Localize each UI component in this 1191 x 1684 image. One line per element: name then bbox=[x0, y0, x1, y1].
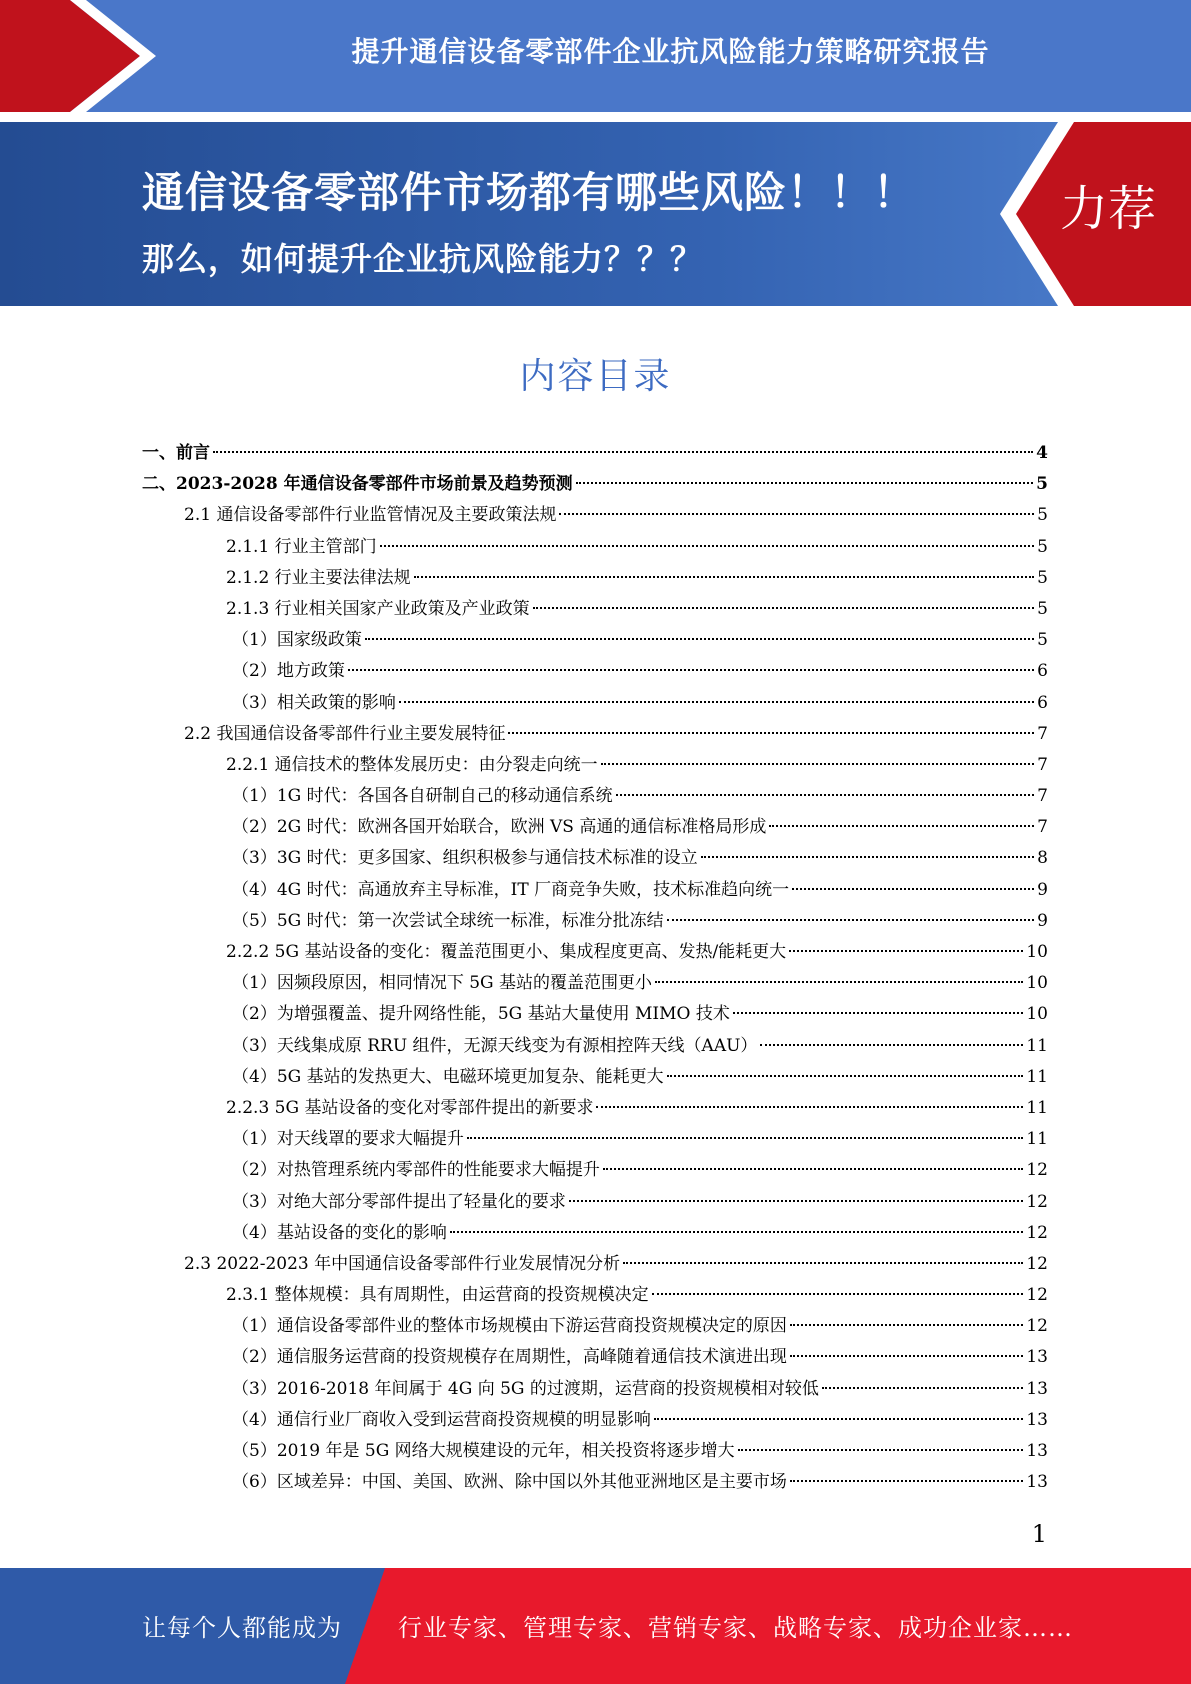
toc-entry-page: 9 bbox=[1037, 879, 1048, 900]
toc-entry[interactable] bbox=[142, 1342, 1048, 1373]
toc-entry[interactable] bbox=[142, 1436, 1048, 1467]
toc-entry[interactable] bbox=[142, 906, 1048, 937]
toc-entry[interactable] bbox=[142, 563, 1048, 594]
toc-entry-page: 12 bbox=[1026, 1160, 1048, 1181]
toc-entry-page: 7 bbox=[1037, 786, 1048, 807]
footer-banner bbox=[0, 1568, 1191, 1684]
toc-entry-title: （3）天线集成原 RRU 组件，无源天线变为有源相控阵天线（AAU） bbox=[232, 1035, 758, 1056]
toc-entry-title: （3）3G 时代：更多国家、组织积极参与通信技术标准的设立 bbox=[232, 848, 698, 869]
toc-leader-dots bbox=[399, 701, 1034, 703]
toc-entry[interactable] bbox=[142, 1311, 1048, 1342]
toc-entry-title: （3）对绝大部分零部件提出了轻量化的要求 bbox=[232, 1191, 566, 1212]
toc-entry-page: 7 bbox=[1037, 723, 1048, 744]
toc-entry-title: 2.1 通信设备零部件行业监管情况及主要政策法规 bbox=[184, 505, 557, 526]
toc-leader-dots bbox=[559, 513, 1034, 515]
toc-entry-title: 二、2023-2028 年通信设备零部件市场前景及趋势预测 bbox=[142, 474, 573, 495]
toc-entry[interactable] bbox=[142, 1280, 1048, 1311]
toc-entry-page: 5 bbox=[1036, 474, 1048, 495]
toc-entry-page: 11 bbox=[1026, 1066, 1048, 1087]
toc-entry-page: 12 bbox=[1026, 1191, 1048, 1212]
toc-leader-dots bbox=[467, 1137, 1024, 1139]
toc-entry[interactable] bbox=[142, 656, 1048, 687]
report-title: 提升通信设备零部件企业抗风险能力策略研究报告 bbox=[351, 35, 990, 68]
toc-entry-title: （1）1G 时代：各国各自研制自己的移动通信系统 bbox=[232, 786, 613, 807]
toc-leader-dots bbox=[667, 1075, 1024, 1077]
toc-entry-page: 7 bbox=[1037, 817, 1048, 838]
toc-leader-dots bbox=[655, 981, 1023, 983]
table-of-contents bbox=[142, 438, 1048, 1498]
toc-entry[interactable] bbox=[142, 469, 1048, 500]
toc-entry-title: 2.1.3 行业相关国家产业政策及产业政策 bbox=[226, 598, 530, 619]
toc-entry-page: 8 bbox=[1037, 848, 1048, 869]
toc-entry-title: （2）地方政策 bbox=[232, 661, 345, 682]
toc-leader-dots bbox=[623, 1262, 1023, 1264]
toc-entry[interactable] bbox=[142, 1405, 1048, 1436]
toc-entry[interactable] bbox=[142, 999, 1048, 1030]
toc-entry[interactable] bbox=[142, 1031, 1048, 1062]
toc-entry[interactable] bbox=[142, 1062, 1048, 1093]
toc-entry[interactable] bbox=[142, 1093, 1048, 1124]
toc-entry[interactable] bbox=[142, 1218, 1048, 1249]
toc-leader-dots bbox=[790, 1324, 1024, 1326]
toc-entry-page: 10 bbox=[1026, 1004, 1048, 1025]
toc-entry[interactable] bbox=[142, 937, 1048, 968]
toc-entry-page: 13 bbox=[1026, 1472, 1048, 1493]
toc-entry-page: 5 bbox=[1037, 598, 1048, 619]
toc-entry-page: 12 bbox=[1026, 1285, 1048, 1306]
toc-entry-title: （4）基站设备的变化的影响 bbox=[232, 1222, 447, 1243]
toc-entry[interactable] bbox=[142, 719, 1048, 750]
toc-entry-title: （6）区域差异：中国、美国、欧洲、除中国以外其他亚洲地区是主要市场 bbox=[232, 1472, 787, 1493]
toc-leader-dots bbox=[790, 1480, 1024, 1482]
toc-leader-dots bbox=[616, 794, 1035, 796]
toc-entry-page: 6 bbox=[1037, 661, 1048, 682]
toc-leader-dots bbox=[576, 482, 1034, 484]
toc-entry[interactable] bbox=[142, 438, 1048, 469]
toc-entry-title: （2）为增强覆盖、提升网络性能，5G 基站大量使用 MIMO 技术 bbox=[232, 1004, 730, 1025]
toc-leader-dots bbox=[414, 576, 1035, 578]
toc-entry[interactable] bbox=[142, 1249, 1048, 1280]
toc-entry-title: 2.1.1 行业主管部门 bbox=[226, 536, 377, 557]
toc-entry-page: 5 bbox=[1037, 505, 1048, 526]
page-number: 1 bbox=[1031, 1520, 1047, 1548]
footer-slogan-left: 让每个人都能成为 bbox=[142, 1614, 342, 1642]
toc-entry-title: （4）通信行业厂商收入受到运营商投资规模的明显影响 bbox=[232, 1409, 651, 1430]
toc-leader-dots bbox=[569, 1200, 1024, 1202]
toc-leader-dots bbox=[769, 825, 1034, 827]
toc-leader-dots bbox=[213, 451, 1033, 453]
toc-leader-dots bbox=[733, 1012, 1023, 1014]
toc-entry-title: （1）因频段原因，相同情况下 5G 基站的覆盖范围更小 bbox=[232, 973, 653, 994]
toc-entry-page: 13 bbox=[1026, 1378, 1048, 1399]
toc-entry-page: 12 bbox=[1026, 1222, 1048, 1243]
toc-leader-dots bbox=[450, 1231, 1024, 1233]
toc-leader-dots bbox=[508, 732, 1034, 734]
red-arrow-shape bbox=[0, 0, 160, 112]
toc-entry[interactable] bbox=[142, 750, 1048, 781]
toc-entry-page: 13 bbox=[1026, 1441, 1048, 1461]
toc-leader-dots bbox=[533, 607, 1035, 609]
toc-leader-dots bbox=[701, 856, 1035, 858]
toc-entry-page: 11 bbox=[1026, 1035, 1048, 1056]
recommend-badge: 力荐 bbox=[1060, 181, 1157, 237]
toc-entry[interactable] bbox=[142, 1155, 1048, 1186]
top-header bbox=[0, 0, 1191, 112]
toc-leader-dots bbox=[652, 1293, 1024, 1295]
toc-leader-dots bbox=[380, 545, 1035, 547]
banner-subline: 那么，如何提升企业抗风险能力？？？ bbox=[142, 240, 704, 278]
toc-entry[interactable] bbox=[142, 594, 1048, 625]
toc-entry-title: 2.3 2022-2023 年中国通信设备零部件行业发展情况分析 bbox=[184, 1253, 621, 1274]
toc-entry-title: 2.2.3 5G 基站设备的变化对零部件提出的新要求 bbox=[226, 1097, 594, 1118]
toc-leader-dots bbox=[822, 1387, 1023, 1389]
toc-entry-title: （4）4G 时代：高通放弃主导标准，IT 厂商竞争失败，技术标准趋向统一 bbox=[232, 879, 790, 900]
toc-leader-dots bbox=[667, 919, 1035, 921]
toc-leader-dots bbox=[654, 1418, 1024, 1420]
toc-entry-title: 一、前言 bbox=[142, 443, 210, 463]
toc-entry[interactable] bbox=[142, 532, 1048, 563]
toc-leader-dots bbox=[789, 950, 1023, 952]
toc-leader-dots bbox=[603, 1168, 1024, 1170]
toc-entry-page: 12 bbox=[1026, 1253, 1048, 1274]
toc-entry-page: 10 bbox=[1026, 973, 1048, 994]
toc-entry-title: （1）通信设备零部件业的整体市场规模由下游运营商投资规模决定的原因 bbox=[232, 1316, 787, 1337]
toc-entry-page: 9 bbox=[1037, 910, 1048, 931]
toc-entry-title: （5）5G 时代：第一次尝试全球统一标准，标准分批冻结 bbox=[232, 910, 664, 931]
toc-entry-title: （5）2019 年是 5G 网络大规模建设的元年，相关投资将逐步增大 bbox=[232, 1441, 735, 1461]
toc-entry[interactable] bbox=[142, 500, 1048, 531]
footer-slogan-right: 行业专家、管理专家、营销专家、战略专家、成功企业家…… bbox=[398, 1614, 1073, 1642]
toc-entry-page: 5 bbox=[1037, 630, 1048, 651]
toc-entry-page: 11 bbox=[1026, 1129, 1048, 1150]
toc-entry[interactable] bbox=[142, 1187, 1048, 1218]
toc-entry-title: （2）2G 时代：欧洲各国开始联合，欧洲 VS 高通的通信标准格局形成 bbox=[232, 817, 767, 838]
toc-leader-dots bbox=[792, 888, 1034, 890]
toc-entry[interactable] bbox=[142, 812, 1048, 843]
toc-entry-page: 11 bbox=[1026, 1097, 1048, 1118]
toc-entry-page: 6 bbox=[1037, 692, 1048, 713]
toc-entry[interactable] bbox=[142, 875, 1048, 906]
promo-banner bbox=[0, 122, 1191, 306]
toc-entry[interactable] bbox=[142, 1124, 1048, 1155]
toc-entry[interactable] bbox=[142, 1467, 1048, 1498]
toc-leader-dots bbox=[738, 1449, 1024, 1451]
toc-entry-page: 5 bbox=[1037, 536, 1048, 557]
banner-headline: 通信设备零部件市场都有哪些风险！！！ bbox=[142, 168, 917, 217]
toc-entry[interactable] bbox=[142, 968, 1048, 999]
toc-entry-page: 4 bbox=[1036, 443, 1048, 463]
toc-entry-page: 13 bbox=[1026, 1409, 1048, 1430]
toc-entry[interactable] bbox=[142, 843, 1048, 874]
toc-entry-title: 2.3.1 整体规模：具有周期性，由运营商的投资规模决定 bbox=[226, 1285, 649, 1306]
toc-entry-title: （2）通信服务运营商的投资规模存在周期性，高峰随着通信技术演进出现 bbox=[232, 1347, 787, 1368]
toc-entry-title: （1）国家级政策 bbox=[232, 630, 362, 651]
toc-entry-title: （2）对热管理系统内零部件的性能要求大幅提升 bbox=[232, 1160, 600, 1181]
toc-entry-title: 2.2.1 通信技术的整体发展历史：由分裂走向统一 bbox=[226, 754, 598, 775]
toc-entry[interactable] bbox=[142, 625, 1048, 656]
toc-entry-page: 7 bbox=[1037, 754, 1048, 775]
toc-entry-title: 2.1.2 行业主要法律法规 bbox=[226, 567, 411, 588]
toc-entry-title: （1）对天线罩的要求大幅提升 bbox=[232, 1129, 464, 1150]
toc-entry-title: （3）相关政策的影响 bbox=[232, 692, 396, 713]
toc-entry[interactable] bbox=[142, 1374, 1048, 1405]
toc-entry-title: （3）2016-2018 年间属于 4G 向 5G 的过渡期，运营商的投资规模相对较低 bbox=[232, 1378, 819, 1399]
toc-entry-title: 2.2 我国通信设备零部件行业主要发展特征 bbox=[184, 723, 506, 744]
toc-heading: 内容目录 bbox=[519, 356, 672, 397]
toc-leader-dots bbox=[365, 638, 1034, 640]
toc-entry-page: 10 bbox=[1026, 942, 1048, 962]
toc-entry-page: 13 bbox=[1026, 1347, 1048, 1368]
toc-leader-dots bbox=[760, 1044, 1023, 1046]
toc-entry-title: （4）5G 基站的发热更大、电磁环境更加复杂、能耗更大 bbox=[232, 1066, 664, 1087]
toc-entry[interactable] bbox=[142, 781, 1048, 812]
toc-entry[interactable] bbox=[142, 688, 1048, 719]
toc-leader-dots bbox=[596, 1106, 1023, 1108]
toc-entry-page: 5 bbox=[1037, 567, 1048, 588]
toc-leader-dots bbox=[601, 763, 1035, 765]
toc-leader-dots bbox=[348, 669, 1034, 671]
toc-entry-title: 2.2.2 5G 基站设备的变化：覆盖范围更小、集成程度更高、发热/能耗更大 bbox=[226, 942, 787, 962]
toc-entry-page: 12 bbox=[1026, 1316, 1048, 1337]
toc-leader-dots bbox=[790, 1355, 1024, 1357]
